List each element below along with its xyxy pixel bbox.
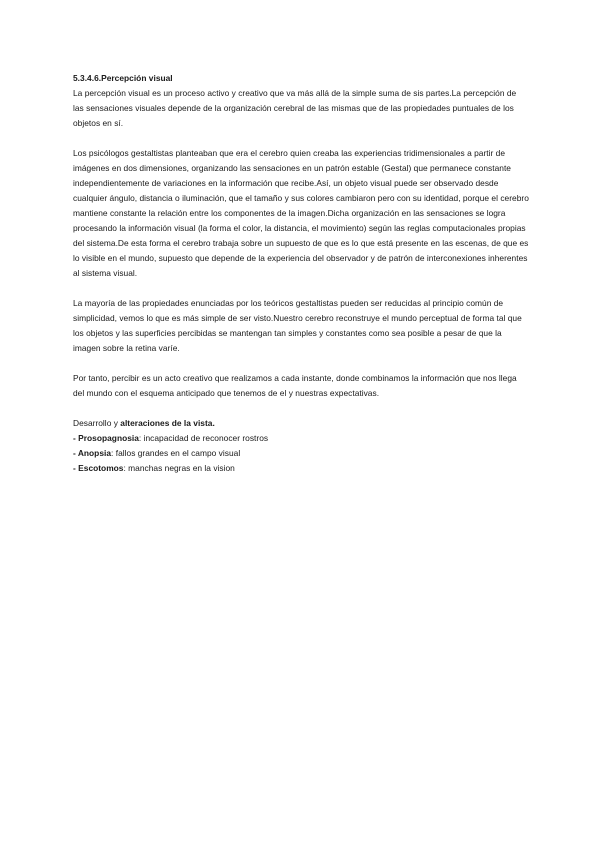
item-term: - Prosopagnosia bbox=[73, 433, 139, 443]
item-description: : manchas negras en la vision bbox=[123, 463, 235, 473]
paragraph-intro: La percepción visual es un proceso activo y creativo que va más allá de la simple suma de sis partes.La percepción de las sensaciones visuales depende de la organización cerebral de las mismas que de las propiedades puntuales de los objetos en sí. bbox=[73, 88, 517, 128]
section-heading: 5.3.4.6.Percepción visual bbox=[73, 73, 173, 83]
alterations-list bbox=[73, 431, 529, 476]
paragraph-gestalt: Los psicólogos gestaltistas planteaban que era el cerebro quien creaba las experiencias tridimensionales a partir de imágenes en dos dimensiones, organizando las sensaciones en un patrón estable (Gestal) que permanece constante independientemente de variaciones en la información que recibe.Así, un objeto visual puede ser observado desde cualquier ángulo, distancia o iluminación, que el tamaño y sus colores cambiaron pero con su identidad, porque el cerebro mantiene constante la relación entre los componentes de la imagen.Dicha organización en las sensaciones se logra procesando la información visual (la forma el color, la distancia, el movimiento) según las reglas computacionales propias del sistema.De esta forma el cerebro trabaja sobre un supuesto de que es lo que está presente en las escenas, de que es lo visible en el mundo, supuesto que depende de la experiencia del observador y de patrón de interconexiones inherentes al sistema visual. bbox=[73, 148, 529, 278]
list-item bbox=[73, 461, 529, 476]
subheading-bold: alteraciones de la vista. bbox=[120, 418, 215, 428]
paragraph-simplicity: La mayoría de las propiedades enunciadas por los teóricos gestaltistas pueden ser reducidas al principio común de simplicidad, vemos lo que es más simple de ser visto.Nuestro cerebro reconstruye el mundo perceptual de forma tal que los objetos y las superficies percibidas se mantengan tan simples y constantes como sea posible a pesar de que la imagen sobre la retina varíe. bbox=[73, 298, 522, 353]
subheading-prefix: Desarrollo y bbox=[73, 418, 121, 428]
item-description: : fallos grandes en el campo visual bbox=[111, 448, 241, 458]
list-item bbox=[73, 431, 529, 446]
item-description: : incapacidad de reconocer rostros bbox=[138, 433, 269, 443]
item-term: - Anopsia bbox=[73, 448, 112, 458]
alterations-subheading bbox=[73, 416, 529, 431]
document-page bbox=[73, 71, 529, 476]
paragraph-conclusion: Por tanto, percibir es un acto creativo que realizamos a cada instante, donde combinamos la información que nos llega del mundo con el esquema anticipado que tenemos de el y nuestras expectativas. bbox=[73, 373, 517, 398]
list-item bbox=[73, 446, 529, 461]
item-term: - Escotomos bbox=[73, 463, 124, 473]
